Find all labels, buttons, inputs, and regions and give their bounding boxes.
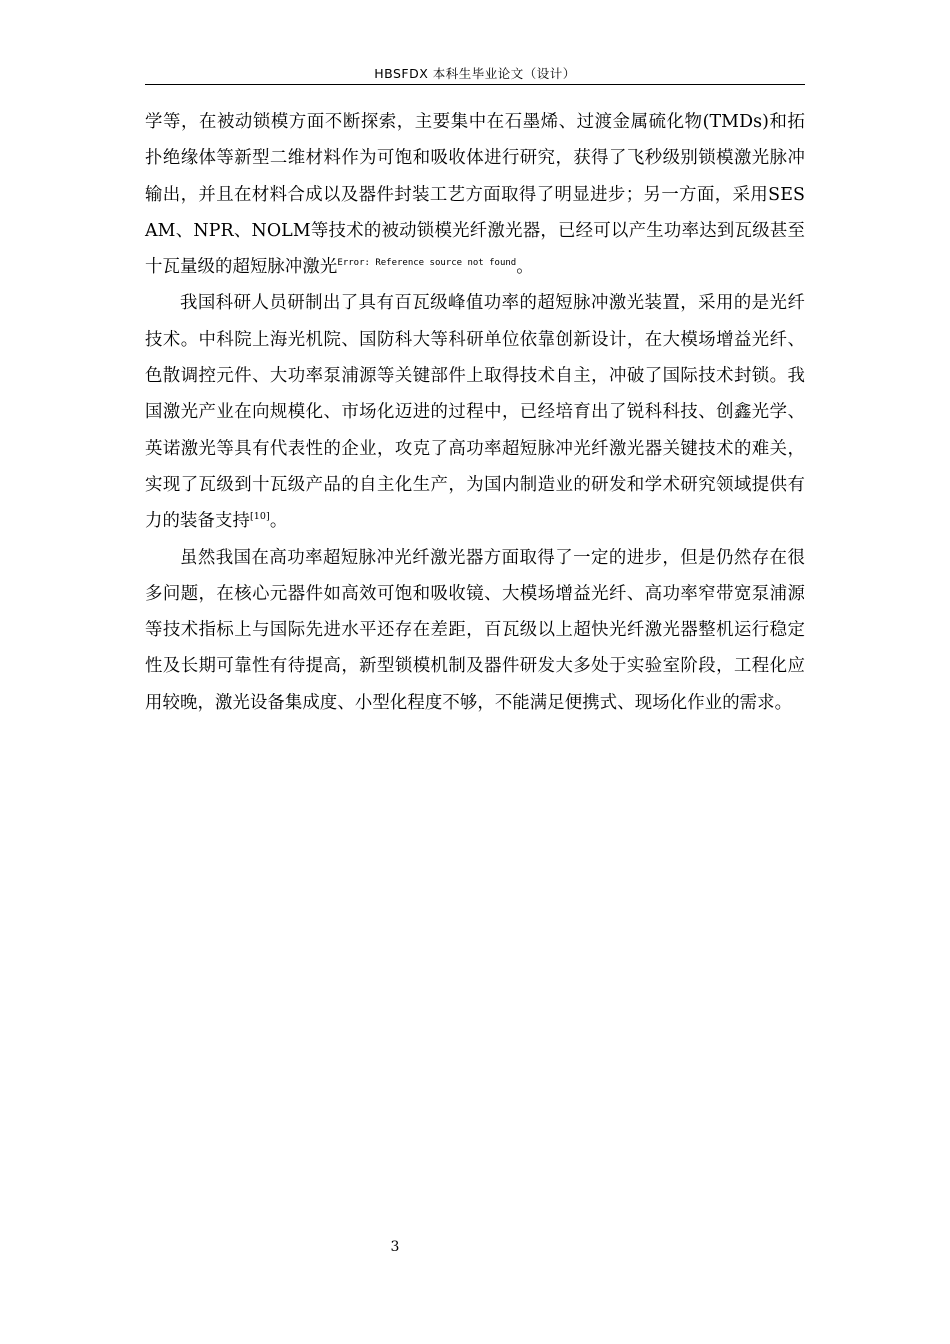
paragraph-1-text: 学等，在被动锁模方面不断探索，主要集中在石墨烯、过渡金属硫化物(TMDs)和拓扑绝缘体等新型二维材料作为可饱和吸收体进行研究，获得了飞秒级别锁模激光脉冲输出，并且在材料合成以及器件封装工艺方面取得了明显进步；另一方面，采用SESAM、NPR、NOLM等技术的被动锁模光纤激光器，已经可以产生功率达到瓦级甚至十瓦量级的超短脉冲激光 — [145, 112, 805, 278]
paragraph-1-end: 。 — [516, 257, 534, 278]
paragraph-1 — [145, 104, 805, 285]
citation-10[interactable]: [10] — [249, 511, 270, 523]
header-title: HBSFDX 本科生毕业论文（设计） — [374, 66, 576, 81]
paragraph-2-text: 我国科研人员研制出了具有百瓦级峰值功率的超短脉冲激光装置，采用的是光纤技术。中科院上海光机院、国防科大等科研单位依靠创新设计，在大模场增益光纤、色散调控元件、大功率泵浦源等关键部件上取得技术自主，冲破了国际技术封锁。我国激光产业在向规模化、市场化迈进的过程中，已经培育出了锐科科技、创鑫光学、英诺激光等具有代表性的企业，攻克了高功率超短脉冲光纤激光器关键技术的难关，实现了瓦级到十瓦级产品的自主化生产，为国内制造业的研发和学术研究领域提供有力的装备支持 — [145, 293, 805, 532]
page-header — [145, 66, 805, 82]
body-text — [145, 104, 805, 721]
paragraph-2 — [145, 285, 805, 539]
page-number — [145, 1238, 645, 1256]
paragraph-3-text: 虽然我国在高功率超短脉冲光纤激光器方面取得了一定的进步，但是仍然存在很多问题，在核心元器件如高效可饱和吸收镜、大模场增益光纤、高功率窄带宽泵浦源等技术指标上与国际先进水平还存在差距，百瓦级以上超快光纤激光器整机运行稳定性及长期可靠性有待提高，新型锁模机制及器件研发大多处于实验室阶段，工程化应用较晚，激光设备集成度、小型化程度不够，不能满足便携式、现场化作业的需求。 — [145, 547, 805, 713]
paragraph-2-end: 。 — [269, 511, 288, 532]
header-rule — [145, 84, 805, 85]
paragraph-3 — [145, 540, 805, 721]
page-number-text: 3 — [390, 1239, 400, 1255]
citation-error[interactable]: Error: Reference source not found — [337, 258, 517, 269]
